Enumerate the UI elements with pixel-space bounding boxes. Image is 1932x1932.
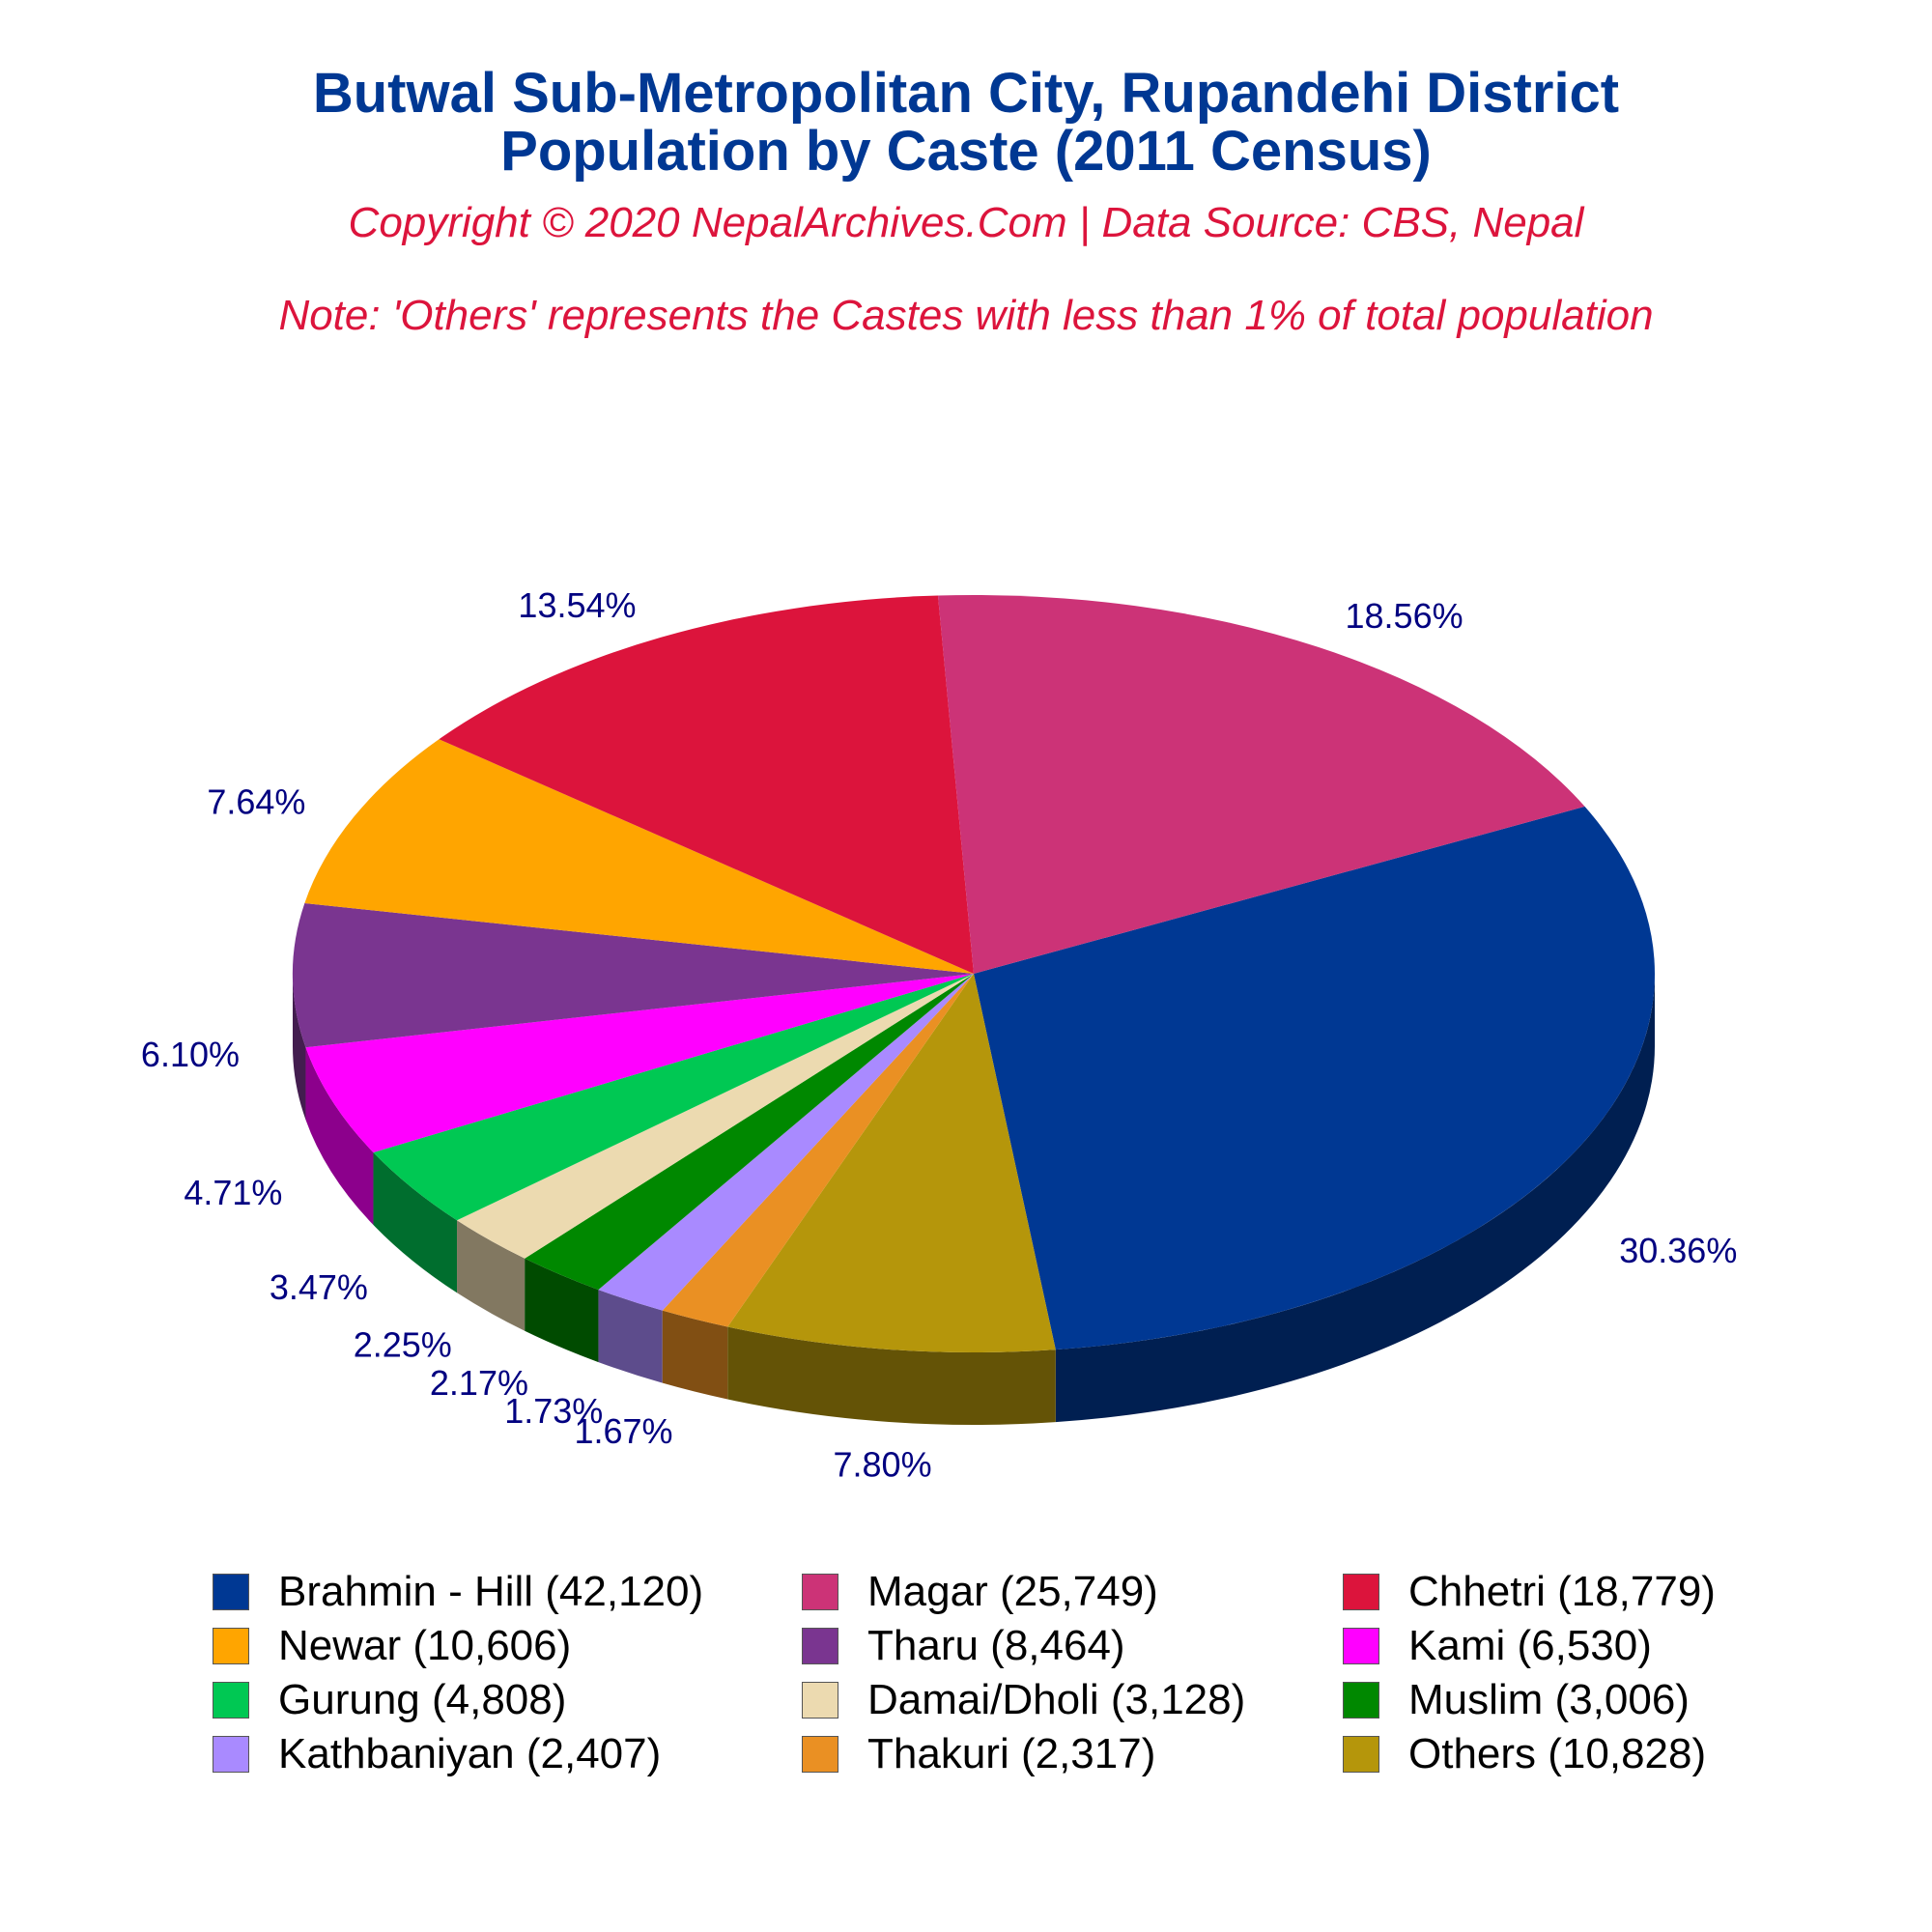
legend-swatch: [213, 1682, 249, 1719]
legend-item: [802, 1565, 1158, 1619]
legend-label: Kami (6,530): [1408, 1622, 1652, 1669]
legend-label: Kathbaniyan (2,407): [278, 1730, 662, 1777]
legend-swatch: [802, 1574, 838, 1610]
legend-item: [1343, 1727, 1706, 1781]
legend-item: [1343, 1619, 1652, 1673]
legend-item: [802, 1727, 1155, 1781]
legend-swatch: [1343, 1682, 1379, 1719]
legend-swatch: [213, 1736, 249, 1773]
legend-item: [213, 1565, 703, 1619]
pie-data-label: 7.64%: [207, 781, 306, 822]
legend-label: Thakuri (2,317): [867, 1730, 1156, 1777]
note-text: Note: 'Others' represents the Castes with less than 1% of total population: [278, 292, 1654, 339]
chart-title-line1: Butwal Sub-Metropolitan City, Rupandehi District: [312, 62, 1620, 125]
pie-data-label: 18.56%: [1345, 596, 1463, 637]
legend-label: Muslim (3,006): [1408, 1676, 1690, 1723]
legend-label: Magar (25,749): [867, 1568, 1158, 1615]
legend-swatch: [802, 1628, 838, 1664]
pie-data-label: 30.36%: [1619, 1230, 1738, 1270]
legend-swatch: [1343, 1574, 1379, 1610]
legend-item: [802, 1673, 1245, 1727]
pie-data-label: 3.47%: [269, 1266, 368, 1307]
pie-data-label: 1.73%: [504, 1391, 604, 1432]
legend-label: Newar (10,606): [278, 1622, 572, 1669]
pie-data-label: 4.71%: [184, 1172, 283, 1212]
legend-swatch: [213, 1574, 249, 1610]
legend-item: [802, 1619, 1125, 1673]
legend-item: [1343, 1673, 1690, 1727]
chart-title-line2: Population by Caste (2011 Census): [500, 120, 1432, 183]
legend-label: Damai/Dholi (3,128): [867, 1676, 1246, 1723]
pie-data-label: 6.10%: [140, 1034, 241, 1074]
legend-swatch: [1343, 1736, 1379, 1773]
legend-swatch: [802, 1736, 838, 1773]
legend-label: Others (10,828): [1408, 1730, 1707, 1777]
legend-label: Chhetri (18,779): [1408, 1568, 1716, 1615]
pie-data-label: 1.67%: [574, 1411, 673, 1452]
legend-swatch: [1343, 1628, 1379, 1664]
legend-swatch: [802, 1682, 838, 1719]
pie-data-label: 13.54%: [518, 585, 637, 626]
copyright-text: Copyright © 2020 NepalArchives.Com | Data Source: CBS, Nepal: [348, 199, 1584, 246]
legend-item: [213, 1727, 661, 1781]
legend-label: Tharu (8,464): [867, 1622, 1125, 1669]
legend-label: Brahmin - Hill (42,120): [278, 1568, 704, 1615]
pie-data-label: 2.25%: [353, 1324, 452, 1365]
pie-data-label: 7.80%: [833, 1444, 932, 1485]
legend-item: [1343, 1565, 1716, 1619]
legend-item: [213, 1673, 566, 1727]
legend-item: [213, 1619, 571, 1673]
legend-swatch: [213, 1628, 249, 1664]
legend-label: Gurung (4,808): [278, 1676, 567, 1723]
pie-data-label: 2.17%: [429, 1362, 528, 1403]
